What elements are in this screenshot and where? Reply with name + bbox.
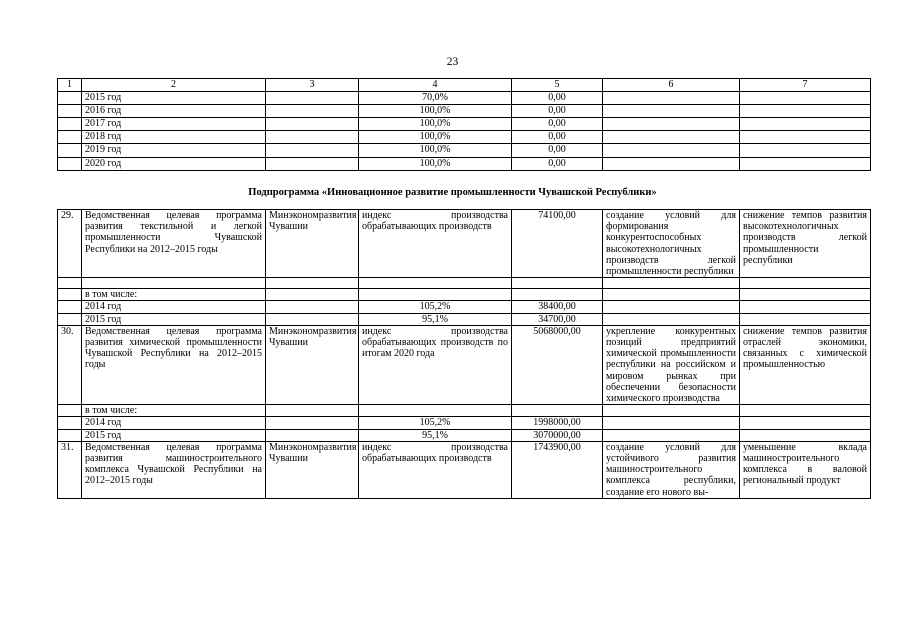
table-row bbox=[58, 131, 871, 144]
program-result: создание условий для устойчивого развития машиностроительного комплекса республики, создание его нового вы- bbox=[603, 441, 740, 498]
percent-cell: 105,2% bbox=[359, 417, 512, 429]
program-executor: Минэкономразвития Чувашии bbox=[266, 441, 359, 498]
table-row bbox=[58, 313, 871, 325]
percent-cell: 100,0% bbox=[359, 157, 512, 170]
amount-cell: 0,00 bbox=[512, 131, 603, 144]
program-number: 30. bbox=[58, 325, 82, 404]
page-number: 23 bbox=[446, 56, 459, 68]
program-name: Ведомственная целевая программа развития текстильной и легкой промышленности Чувашской Республики на 2012–2015 годы bbox=[82, 210, 266, 278]
program-executor: Минэкономразвития Чувашии bbox=[266, 325, 359, 404]
program-indicator: индекс производства обрабатывающих производств по итогам 2020 года bbox=[359, 325, 512, 404]
table-row bbox=[58, 417, 871, 429]
subprogram-title: Подпрограмма «Инновационное развитие промышленности Чувашской Республики» bbox=[248, 187, 657, 198]
table-row bbox=[58, 157, 871, 170]
year-cell: 2014 год bbox=[82, 417, 266, 429]
column-number-row bbox=[58, 79, 871, 92]
amount-cell: 0,00 bbox=[512, 144, 603, 157]
table-row bbox=[58, 301, 871, 313]
percent-cell: 100,0% bbox=[359, 118, 512, 131]
program-result: укрепление конкурентных позиций предприятий химической промышленности республики на российском и мировом рынках при обеспечении безопасности химического производства bbox=[603, 325, 740, 404]
year-cell: 2015 год bbox=[82, 429, 266, 441]
year-cell: 2018 год bbox=[82, 131, 266, 144]
program-risk: уменьшение вклада машиностроительного комплекса в валовой региональный продукт bbox=[740, 441, 871, 498]
program-risk: снижение темпов развития отраслей экономики, связанных с химической промышленностью bbox=[740, 325, 871, 404]
year-cell: 2019 год bbox=[82, 144, 266, 157]
program-result: создание условий для формирования конкурентоспособных высокотехнологичных производств легкой промышленности республики bbox=[603, 210, 740, 278]
year-cell: 2016 год bbox=[82, 105, 266, 118]
amount-cell: 0,00 bbox=[512, 92, 603, 105]
col-num-6: 6 bbox=[603, 79, 740, 92]
percent-cell: 100,0% bbox=[359, 144, 512, 157]
table-row bbox=[58, 429, 871, 441]
col-num-1: 1 bbox=[58, 79, 82, 92]
program-risk: снижение темпов развития высокотехнологичных производств легкой промышленности республики bbox=[740, 210, 871, 278]
amount-cell: 0,00 bbox=[512, 105, 603, 118]
percent-cell: 100,0% bbox=[359, 105, 512, 118]
program-row bbox=[58, 325, 871, 404]
table-row bbox=[58, 118, 871, 131]
table-row bbox=[58, 289, 871, 301]
amount-cell: 1998000,00 bbox=[512, 417, 603, 429]
percent-cell: 95,1% bbox=[359, 313, 512, 325]
percent-cell: 70,0% bbox=[359, 92, 512, 105]
program-amount: 1743900,00 bbox=[512, 441, 603, 498]
program-number: 31. bbox=[58, 441, 82, 498]
year-cell: 2017 год bbox=[82, 118, 266, 131]
program-name: Ведомственная целевая программа развития машиностроительного комплекса Чувашской Республики на 2012–2015 годы bbox=[82, 441, 266, 498]
amount-cell: 0,00 bbox=[512, 118, 603, 131]
table-row bbox=[58, 92, 871, 105]
spacer-row bbox=[58, 278, 871, 289]
year-cell: 2020 год bbox=[82, 157, 266, 170]
percent-cell: 105,2% bbox=[359, 301, 512, 313]
table-row bbox=[58, 105, 871, 118]
table-row bbox=[58, 405, 871, 417]
program-executor: Минэкономразвития Чувашии bbox=[266, 210, 359, 278]
program-row bbox=[58, 210, 871, 278]
program-indicator: индекс производства обрабатывающих производств bbox=[359, 441, 512, 498]
percent-cell: 100,0% bbox=[359, 131, 512, 144]
programs-table bbox=[57, 209, 871, 499]
col-num-5: 5 bbox=[512, 79, 603, 92]
col-num-3: 3 bbox=[266, 79, 359, 92]
col-num-4: 4 bbox=[359, 79, 512, 92]
program-name: Ведомственная целевая программа развития химической промышленности Чувашской Республики на 2012–2015 годы bbox=[82, 325, 266, 404]
year-cell: 2015 год bbox=[82, 313, 266, 325]
program-amount: 5068000,00 bbox=[512, 325, 603, 404]
col-num-7: 7 bbox=[740, 79, 871, 92]
program-indicator: индекс производства обрабатывающих производств bbox=[359, 210, 512, 278]
amount-cell: 3070000,00 bbox=[512, 429, 603, 441]
percent-cell: 95,1% bbox=[359, 429, 512, 441]
program-row bbox=[58, 441, 871, 498]
amount-cell: 38400,00 bbox=[512, 301, 603, 313]
amount-cell: 34700,00 bbox=[512, 313, 603, 325]
including-label: в том числе: bbox=[82, 405, 266, 417]
year-cell: 2014 год bbox=[82, 301, 266, 313]
col-num-2: 2 bbox=[82, 79, 266, 92]
including-label: в том числе: bbox=[82, 289, 266, 301]
year-cell: 2015 год bbox=[82, 92, 266, 105]
amount-cell: 0,00 bbox=[512, 157, 603, 170]
program-number: 29. bbox=[58, 210, 82, 278]
table-row bbox=[58, 144, 871, 157]
continuation-table bbox=[57, 78, 871, 171]
program-amount: 74100,00 bbox=[512, 210, 603, 278]
